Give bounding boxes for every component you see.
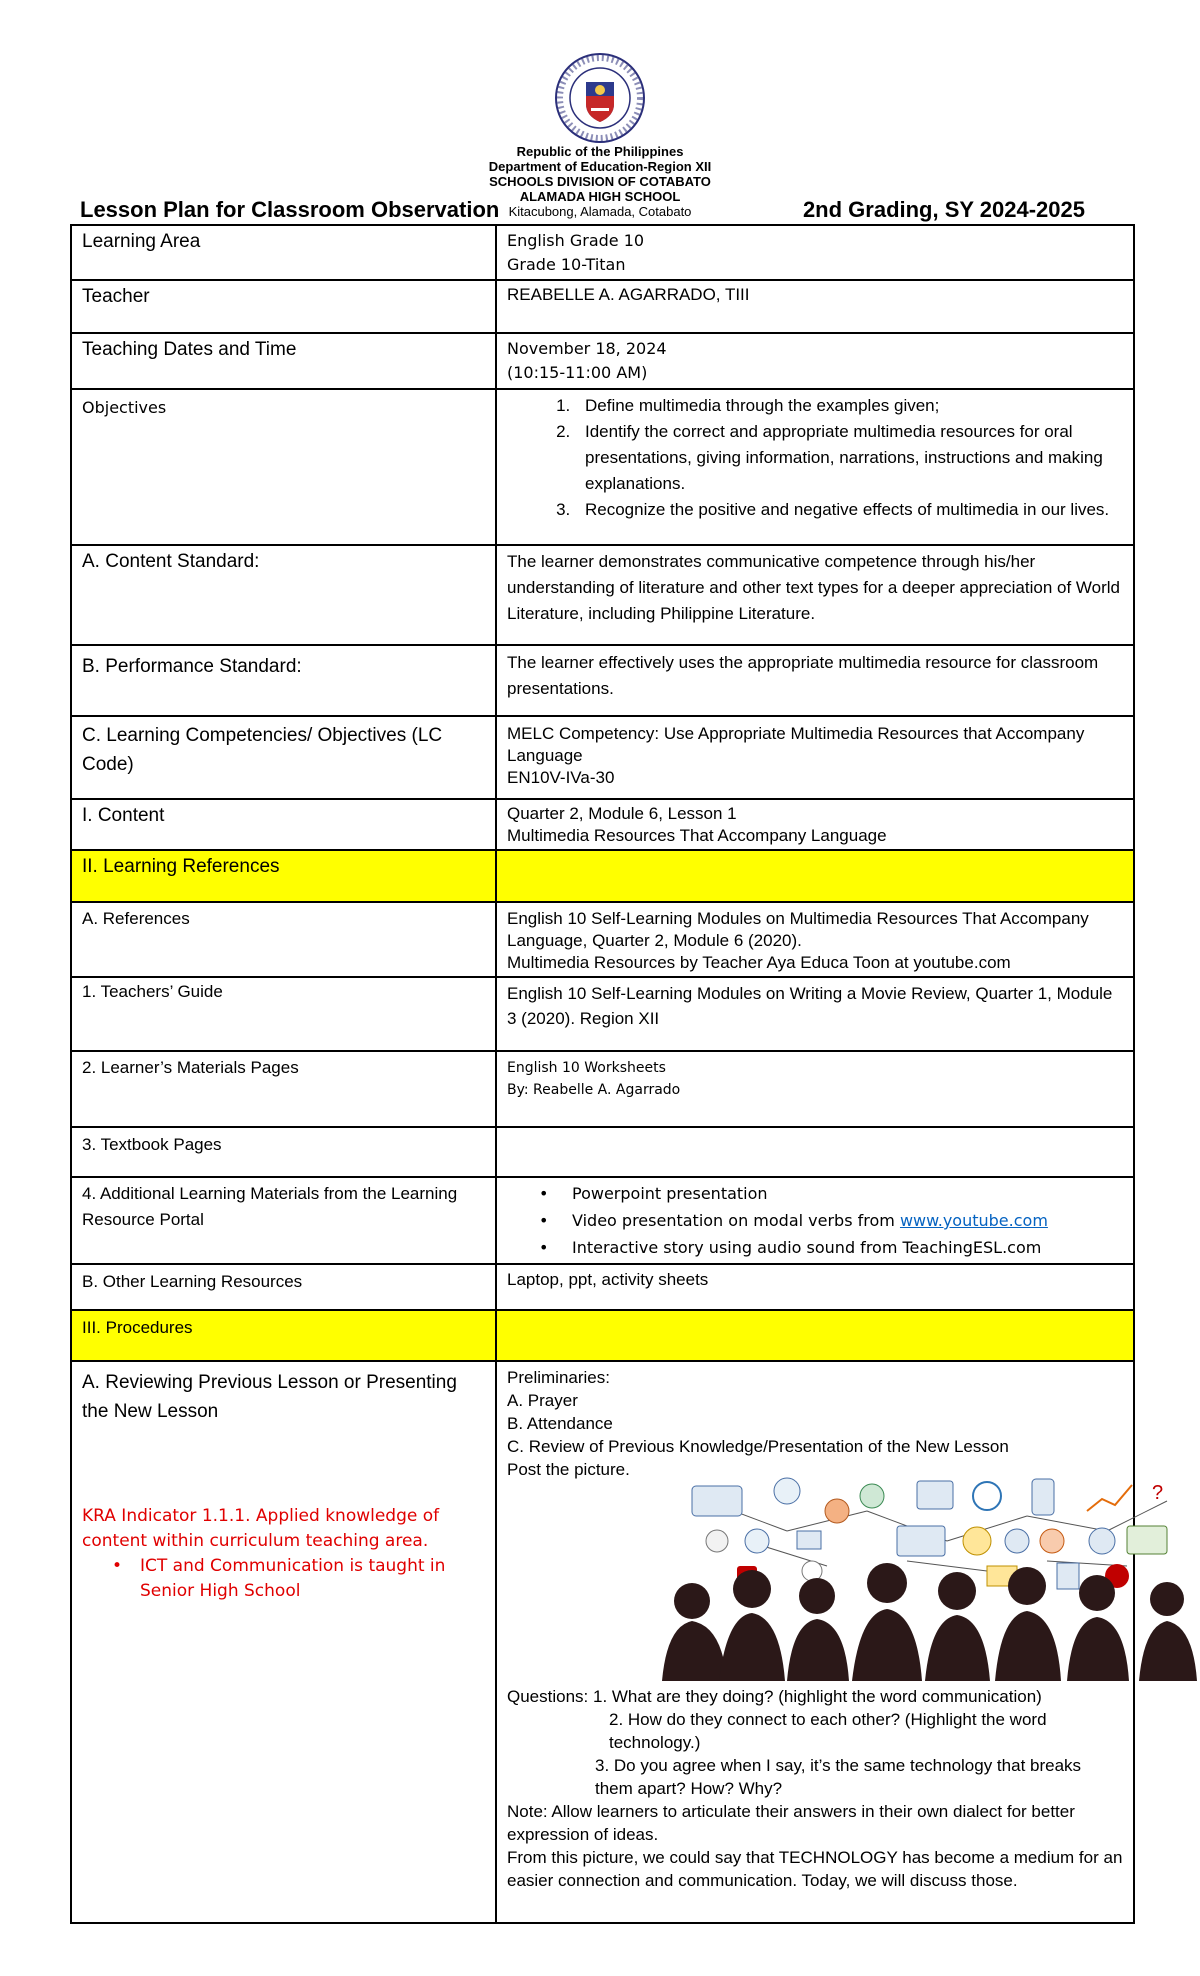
youtube-link[interactable]: www.youtube.com bbox=[899, 1211, 1048, 1230]
value-quarter: Quarter 2, Module 6, Lesson 1 bbox=[507, 804, 737, 823]
value-content bbox=[496, 799, 1134, 850]
value-lc-code: EN10V-IVa-30 bbox=[507, 768, 615, 787]
header-line-division: SCHOOLS DIVISION OF COTABATO bbox=[489, 174, 711, 189]
row-textbook bbox=[71, 1127, 1134, 1177]
row-dates bbox=[71, 333, 1134, 389]
header-line-address: Kitacubong, Alamada, Cotabato bbox=[508, 204, 692, 219]
value-objectives bbox=[496, 389, 1134, 545]
procedure-line: C. Review of Previous Knowledge/Presentation of the New Lesson bbox=[507, 1437, 1009, 1456]
label-objectives: Objectives bbox=[71, 389, 496, 545]
lesson-plan-table bbox=[70, 224, 1164, 1924]
value-section: Grade 10-Titan bbox=[507, 255, 626, 274]
objectives-list bbox=[507, 393, 1123, 523]
material-item bbox=[572, 1207, 1123, 1234]
value-content-standard: The learner demonstrates communicative competence through his/her understanding of literature and other text types for a deeper appreciation of World Literature, including Philippine Literature. bbox=[496, 545, 1134, 645]
row-reviewing bbox=[71, 1361, 1134, 1923]
row-teacher bbox=[71, 280, 1134, 333]
question-3: 3. Do you agree when I say, it’s the same technology that breaks them apart? How? Why? bbox=[595, 1756, 1082, 1798]
material-item-text: Video presentation on modal verbs from bbox=[572, 1211, 900, 1230]
row-procedures bbox=[71, 1310, 1134, 1361]
label-additional-materials: 4. Additional Learning Materials from the Learning Resource Portal bbox=[71, 1177, 496, 1264]
value-date: November 18, 2024 bbox=[507, 339, 667, 358]
label-references: A. References bbox=[71, 902, 496, 977]
document-header bbox=[0, 52, 1200, 219]
value-teacher: REABELLE A. AGARRADO, TIII bbox=[496, 280, 1134, 333]
grading-period: 2nd Grading, SY 2024-2025 bbox=[802, 197, 1085, 222]
label-learning-area: Learning Area bbox=[71, 225, 496, 280]
row-other-resources bbox=[71, 1264, 1134, 1310]
value-textbook bbox=[496, 1127, 1134, 1177]
label-learners-materials: 2. Learner’s Materials Pages bbox=[71, 1051, 496, 1127]
value-learning-references bbox=[496, 850, 1134, 902]
kra-title: KRA Indicator 1.1.1. Applied knowledge of content within curriculum teaching area. bbox=[82, 1506, 440, 1551]
row-references bbox=[71, 902, 1134, 977]
label-teacher: Teacher bbox=[71, 280, 496, 333]
title-bar bbox=[80, 197, 1085, 223]
value-reviewing bbox=[496, 1361, 1164, 1923]
label-content-standard: A. Content Standard: bbox=[71, 545, 496, 645]
additional-materials-list bbox=[507, 1180, 1123, 1261]
question-1: Questions: 1. What are they doing? (highlight the word communication) bbox=[507, 1687, 1042, 1706]
procedure-line: Post the picture. bbox=[507, 1460, 630, 1479]
value-performance-standard: The learner effectively uses the appropriate multimedia resource for classroom presentations. bbox=[496, 645, 1134, 716]
objective-item: 3. Recognize the positive and negative effects of multimedia in our lives. bbox=[575, 497, 1123, 523]
kra-indicator bbox=[82, 1504, 485, 1604]
value-time: (10:15-11:00 AM) bbox=[507, 363, 648, 382]
row-objectives bbox=[71, 389, 1134, 545]
procedure-line: A. Prayer bbox=[507, 1391, 578, 1410]
value-dates bbox=[496, 333, 1134, 389]
svg-text:?: ? bbox=[1152, 1482, 1164, 1504]
value-subject: English Grade 10 bbox=[507, 231, 645, 250]
label-teachers-guide: 1. Teachers’ Guide bbox=[71, 977, 496, 1051]
value-worksheets-author: By: Reabelle A. Agarrado bbox=[507, 1082, 681, 1098]
row-content bbox=[71, 799, 1134, 850]
row-learning-area bbox=[71, 225, 1134, 280]
row-learning-references bbox=[71, 850, 1134, 902]
material-item: • Powerpoint presentation bbox=[572, 1180, 1123, 1207]
label-reviewing bbox=[71, 1361, 496, 1923]
value-other-resources: Laptop, ppt, activity sheets bbox=[496, 1264, 1134, 1310]
row-additional-materials bbox=[71, 1177, 1134, 1264]
value-worksheets: English 10 Worksheets bbox=[507, 1060, 666, 1076]
label-dates: Teaching Dates and Time bbox=[71, 333, 496, 389]
header-line-school: ALAMADA HIGH SCHOOL bbox=[519, 189, 681, 204]
label-content: I. Content bbox=[71, 799, 496, 850]
lesson-plan-title: Lesson Plan for Classroom Observation bbox=[80, 197, 500, 222]
row-content-standard bbox=[71, 545, 1134, 645]
value-topic: Multimedia Resources That Accompany Language bbox=[507, 826, 887, 845]
value-references bbox=[496, 902, 1134, 977]
conclusion: From this picture, we could say that TECHNOLOGY has become a medium for an easier connection and communication. Today, we will discuss those. bbox=[507, 1848, 1123, 1890]
header-line-republic: Republic of the Philippines bbox=[516, 144, 684, 159]
row-competencies bbox=[71, 716, 1134, 799]
procedure-line: Preliminaries: bbox=[507, 1368, 610, 1387]
question-2: 2. How do they connect to each other? (Highlight the word technology.) bbox=[609, 1710, 1047, 1752]
reviewing-title: A. Reviewing Previous Lesson or Presenting the New Lesson bbox=[82, 1372, 457, 1422]
procedure-line: B. Attendance bbox=[507, 1414, 613, 1433]
deped-seal-logo bbox=[554, 52, 646, 144]
communication-technology-picture bbox=[647, 1471, 1200, 1681]
label-learning-references: II. Learning References bbox=[71, 850, 496, 902]
value-reference-video: Multimedia Resources by Teacher Aya Educa Toon at youtube.com bbox=[507, 953, 1011, 972]
row-learners-materials bbox=[71, 1051, 1134, 1127]
value-teachers-guide: English 10 Self-Learning Modules on Writing a Movie Review, Quarter 1, Module 3 (2020). Region XII bbox=[496, 977, 1134, 1051]
material-item: • Interactive story using audio sound from TeachingESL.com bbox=[572, 1234, 1123, 1261]
value-learning-area bbox=[496, 225, 1134, 280]
kra-list bbox=[82, 1554, 485, 1604]
value-additional-materials bbox=[496, 1177, 1134, 1264]
row-teachers-guide bbox=[71, 977, 1134, 1051]
label-textbook: 3. Textbook Pages bbox=[71, 1127, 496, 1177]
label-competencies: C. Learning Competencies/ Objectives (LC Code) bbox=[71, 716, 496, 799]
label-other-resources: B. Other Learning Resources bbox=[71, 1264, 496, 1310]
label-performance-standard: B. Performance Standard: bbox=[71, 645, 496, 716]
value-procedures bbox=[496, 1310, 1134, 1361]
row-performance-standard bbox=[71, 645, 1134, 716]
value-melc: MELC Competency: Use Appropriate Multimedia Resources that Accompany Language bbox=[507, 724, 1085, 765]
value-reference-module: English 10 Self-Learning Modules on Multimedia Resources That Accompany Language, Quarter 2, Module 6 (2020). bbox=[507, 909, 1089, 950]
value-competencies bbox=[496, 716, 1134, 799]
objective-item: 2. Identify the correct and appropriate multimedia resources for oral presentations, giving information, narrations, instructions and making explanations. bbox=[575, 419, 1123, 497]
value-learners-materials bbox=[496, 1051, 1134, 1127]
header-line-department: Department of Education-Region XII bbox=[488, 159, 712, 174]
teacher-note: Note: Allow learners to articulate their answers in their own dialect for better expression of ideas. bbox=[507, 1802, 1075, 1844]
label-procedures: III. Procedures bbox=[71, 1310, 496, 1361]
kra-bullet: • ICT and Communication is taught in Senior High School bbox=[140, 1554, 485, 1604]
objective-item: 1. Define multimedia through the examples given; bbox=[575, 393, 1123, 419]
